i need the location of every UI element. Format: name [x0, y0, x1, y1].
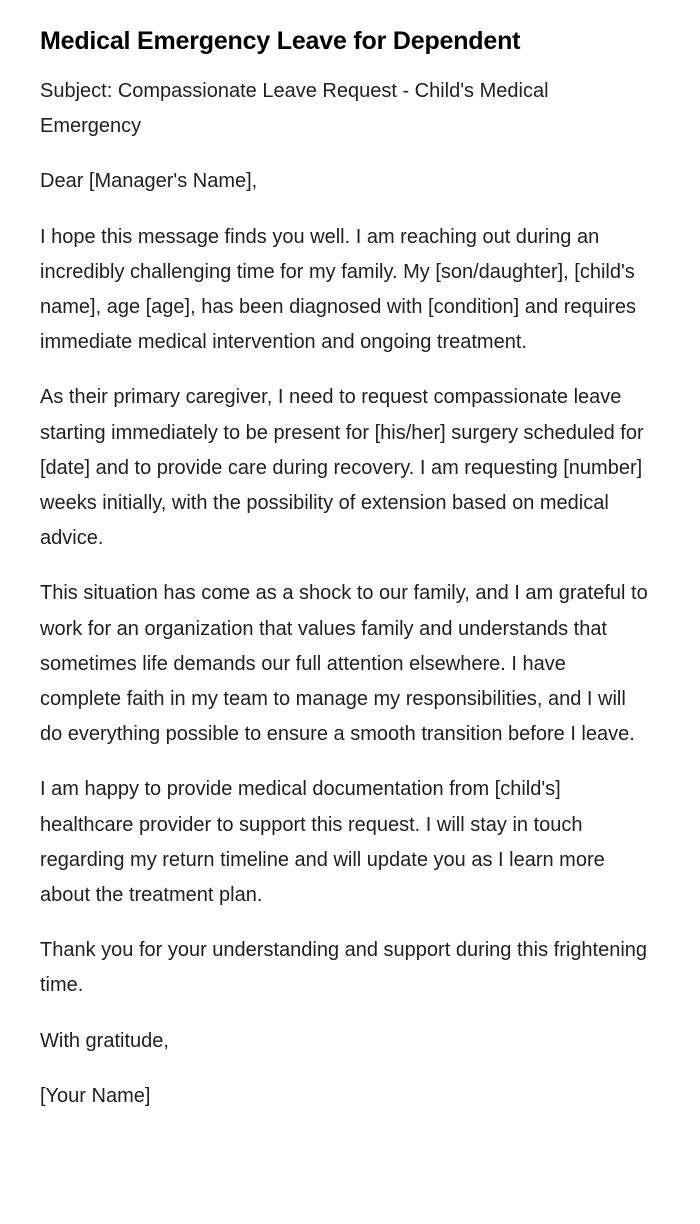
document-title: Medical Emergency Leave for Dependent [40, 27, 521, 55]
closing: With gratitude, [40, 1029, 169, 1052]
letter-document [40, 22, 650, 1134]
body-paragraph-2: As their primary caregiver, I need to request compassionate leave starting immediately to be present for [his/her] surgery scheduled for [date] and to provide care during recovery. I am requesting [number] weeks initially, with the possibility of extension based on medical advice. [40, 386, 644, 550]
body-paragraph-5: Thank you for your understanding and support during this frightening time. [40, 939, 648, 997]
salutation: Dear [Manager's Name], [40, 170, 258, 193]
body-paragraph-3: This situation has come as a shock to our family, and I am grateful to work for an organization that values family and understands that sometimes life demands our full attention elsewhere. I have complete faith in my team to manage my responsibilities, and I will do everything possible to ensure a smooth transition before I leave. [40, 582, 648, 746]
signature: [Your Name] [40, 1084, 151, 1107]
subject-line: Subject: Compassionate Leave Request - Child's Medical Emergency [40, 80, 549, 138]
body-paragraph-4: I am happy to provide medical documentation from [child's] healthcare provider to support this request. I will stay in touch regarding my return timeline and will update you as I learn more about the treatment plan. [40, 778, 605, 907]
body-paragraph-1: I hope this message finds you well. I am reaching out during an incredibly challenging time for my family. My [son/daughter], [child's name], age [age], has been diagnosed with [condition] and requires immediate medical intervention and ongoing treatment. [40, 225, 636, 354]
